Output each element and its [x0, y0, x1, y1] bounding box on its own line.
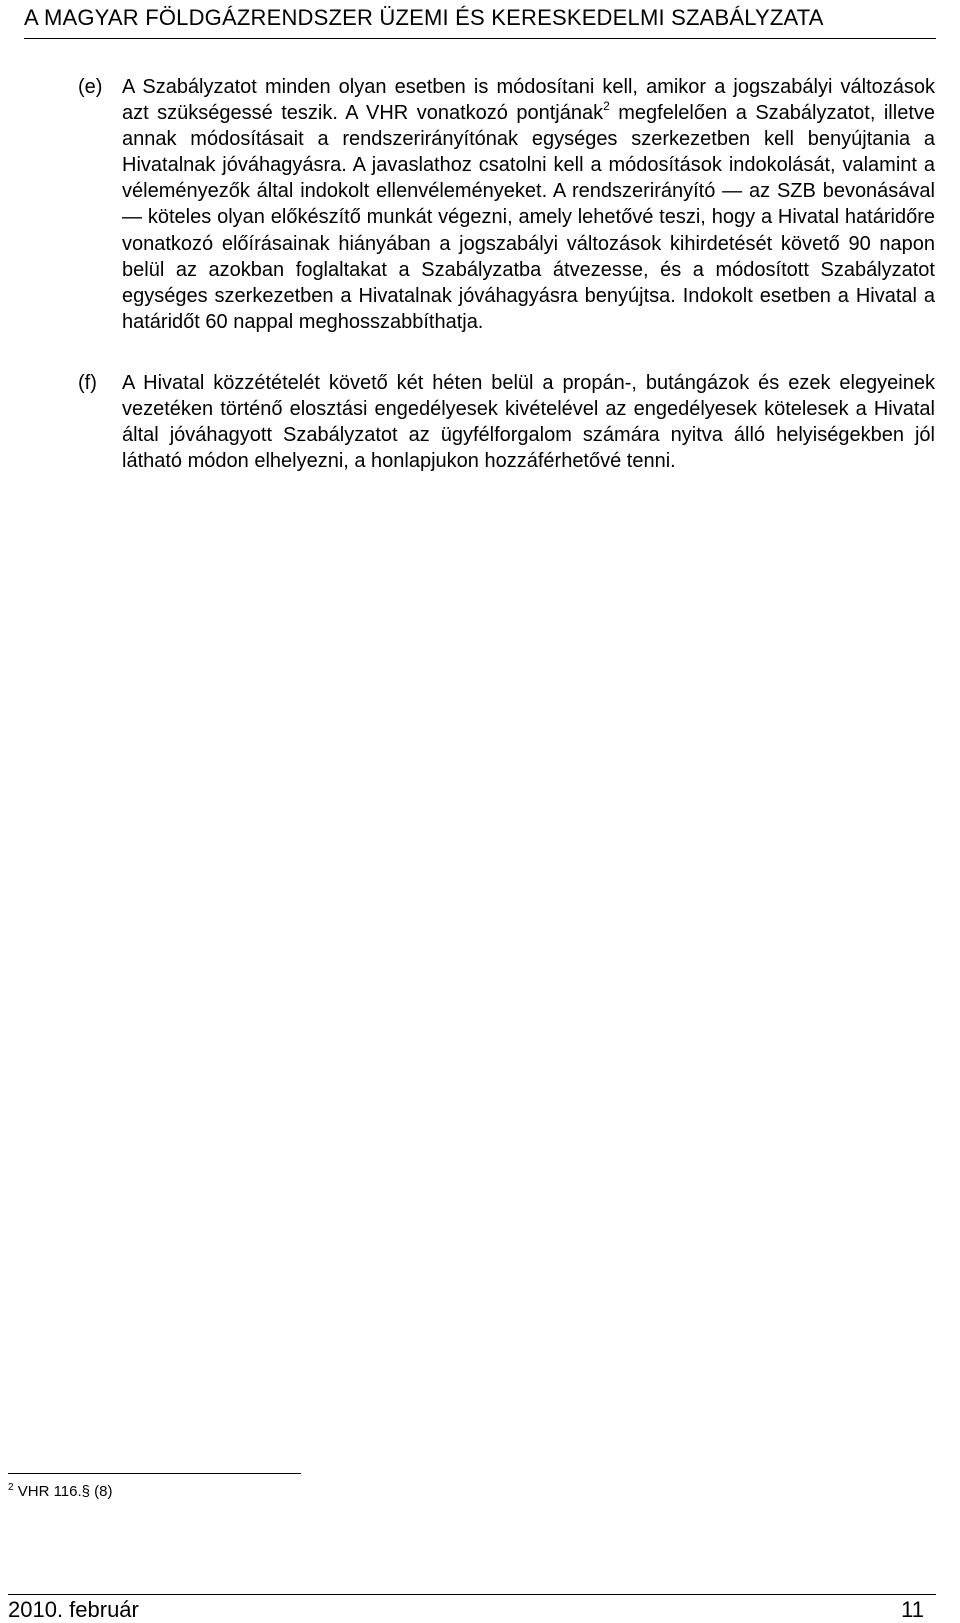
footnote — [8, 1483, 113, 1500]
page-number: 11 — [901, 1597, 924, 1622]
paragraph-label: (e) — [78, 76, 103, 98]
paragraph-f — [78, 370, 935, 474]
running-header: A MAGYAR FÖLDGÁZRENDSZER ÜZEMI ÉS KERESKEDELMI SZABÁLYZATA — [24, 5, 824, 30]
paragraph-label: (f) — [78, 372, 97, 394]
footnote-reference: 2 — [603, 99, 610, 114]
paragraph-body: A Hivatal közzétételét követő két héten belül a propán-, butángázok és ezek elegyeinek vezetéken történő elosztási engedélyesek kivételével az engedélyesek kötelesek a Hivatal által jóváhagyott Szabályzatot az ügyfélforgalom számára nyitva álló helyiségekben jól látható módon elhelyezni, a honlapjukon hozzáférhetővé tenni. — [122, 372, 935, 473]
footer-date: 2010. február — [8, 1597, 139, 1622]
footnote-number: 2 — [8, 1482, 14, 1493]
paragraph-text: megfelelően a Szabályzatot, illetve annak módosításait a rendszerirányítónak egységes szerkezetben kell benyújtania a Hivatalnak jóváhagyásra. A javaslathoz csatolni kell a módosítások indokolását, valamint a véleményezők által indokolt ellenvéleményeket. A rendszerirányító — az SZB bevonásával — köteles olyan előkészítő munkát végezni, amely lehetővé teszi, hogy a Hivatal határidőre vonatkozó előírásainak hiányában a jogszabályi változások kihirdetését követő 90 napon belül az azokban foglaltakat a Szabályzatba átvezesse, és a módosított Szabályzatot egységes szerkezetben a Hivatalnak jóváhagyásra benyújtsa. Indokolt esetben a Hivatal a határidőt 60 nappal meghosszabbíthatja. — [122, 102, 935, 333]
header-rule — [24, 38, 936, 39]
footnote-rule — [8, 1473, 301, 1474]
paragraph-e — [78, 74, 935, 335]
paragraph-body — [122, 74, 935, 335]
paragraph-text: A Szabályzatot minden olyan esetben is módosítani kell, amikor a jogszabályi változások azt szükségessé teszik. A VHR vonatkozó pontjának — [122, 76, 935, 125]
footnote-text: VHR 116.§ (8) — [13, 1483, 113, 1500]
footer-rule — [8, 1594, 936, 1595]
